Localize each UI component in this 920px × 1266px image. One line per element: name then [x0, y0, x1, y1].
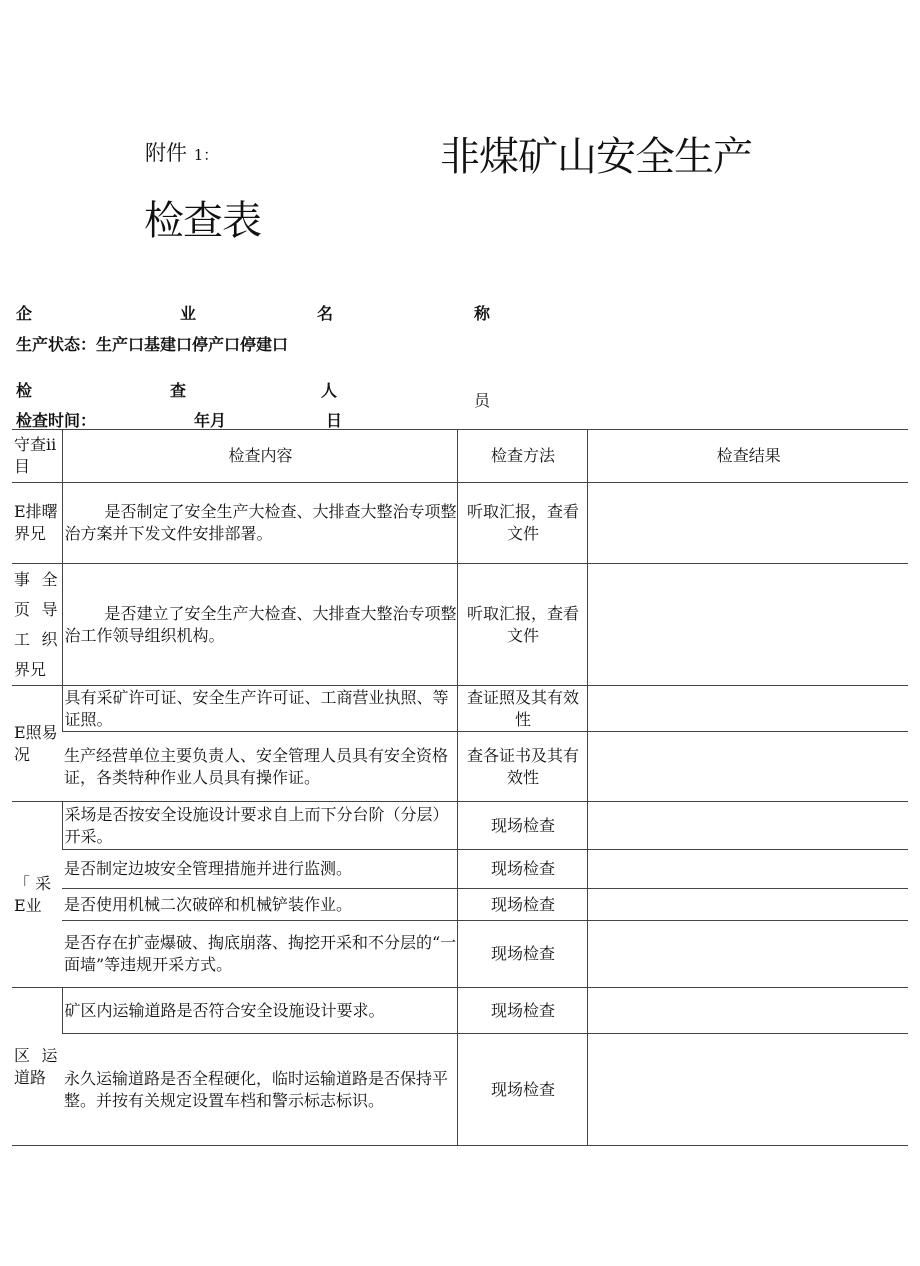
category-line: 界兄 [14, 659, 47, 679]
content-cell: 是否使用机械二次破碎和机械铲装作业。 [62, 889, 457, 921]
method-cell: 现场检查 [457, 1034, 587, 1146]
header-content: 检查内容 [62, 430, 457, 483]
content-cell [62, 802, 457, 850]
table-row [12, 1034, 908, 1146]
table-header-row [12, 430, 908, 483]
result-cell[interactable] [587, 483, 908, 564]
content-cell: 生产经营单位主要负责人、安全管理人员具有安全资格证，各类特种作业人员具有操作证。 [62, 732, 457, 802]
header-item [12, 430, 62, 483]
table-row [12, 686, 908, 732]
enterprise-char: 业 [180, 304, 197, 323]
content-text: 采场是否按安全设施设计要求自上而下分台阶（分层）开采。 [64, 804, 449, 846]
header-item-line: 守查ii [14, 435, 57, 454]
production-status-field: 生产状态：生产口基建口停产口停建口 [16, 335, 289, 354]
category-cell [12, 802, 62, 988]
header-method: 检查方法 [457, 430, 587, 483]
page-title-line2: 检查表 [144, 198, 261, 244]
result-cell[interactable] [587, 732, 908, 802]
category-line: 「 采 [14, 873, 52, 893]
table-row [12, 732, 908, 802]
attachment-number: 1： [193, 146, 219, 164]
category-line: E排曙 [14, 502, 58, 521]
result-cell[interactable] [587, 988, 908, 1034]
table-row [12, 921, 908, 988]
result-cell[interactable] [587, 921, 908, 988]
table-row [12, 564, 908, 686]
header-result: 检查结果 [587, 430, 908, 483]
method-cell: 听取汇报，查看文件 [457, 483, 587, 564]
enterprise-char: 名 [317, 304, 334, 323]
content-cell: 是否存在扩壶爆破、掏底崩落、掏挖开采和不分层的“一面墙”等违规开采方式。 [62, 921, 457, 988]
category-line: 区 运 [14, 1045, 58, 1065]
method-cell: 查证照及其有效性 [457, 686, 587, 732]
category-line: 界兄 [14, 524, 47, 543]
method-cell: 现场检查 [457, 802, 587, 850]
table-row [12, 483, 908, 564]
category-line: 工 织 [14, 629, 58, 649]
category-line: 页 导 [14, 599, 58, 619]
category-line: E照易 [14, 722, 58, 742]
method-cell: 现场检查 [457, 850, 587, 889]
inspector-char: 查 [170, 381, 187, 400]
category-cell [12, 483, 62, 564]
inspector-char: 人 [321, 381, 338, 400]
table-row [12, 889, 908, 921]
attachment-label [145, 137, 218, 167]
content-text: 是否制定了安全生产大检查、大排查大整治专项整治方案并下发文件安排部署。 [64, 502, 457, 543]
inspection-table [12, 429, 908, 1146]
attachment-text: 附件 [145, 141, 187, 165]
category-line: E业 [14, 895, 42, 915]
enterprise-char: 称 [474, 304, 491, 323]
table-row [12, 802, 908, 850]
result-cell[interactable] [587, 802, 908, 850]
method-cell: 现场检查 [457, 921, 587, 988]
method-cell: 现场检查 [457, 988, 587, 1034]
category-cell [12, 686, 62, 802]
content-cell: 永久运输道路是否全程硬化，临时运输道路是否保持平整。并按有关规定设置车档和警示标志标识。 [62, 1034, 457, 1146]
result-cell[interactable] [587, 889, 908, 921]
content-cell [62, 483, 457, 564]
category-cell [12, 988, 62, 1146]
content-cell: 矿区内运输道路是否符合安全设施设计要求。 [62, 988, 457, 1034]
inspector-char: 员 [474, 391, 491, 410]
content-cell: 是否制定边坡安全管理措施并进行监测。 [62, 850, 457, 889]
content-cell: 具有采矿许可证、安全生产许可证、工商营业执照、等证照。 [62, 686, 457, 732]
inspector-char: 检 [16, 381, 33, 400]
method-cell: 查各证书及其有效性 [457, 732, 587, 802]
method-cell: 听取汇报，查看文件 [457, 564, 587, 686]
category-line: 况 [14, 744, 31, 764]
page-title-line1: 非煤矿山安全生产 [440, 134, 752, 180]
inspection-year-month: 年月 [194, 411, 227, 430]
result-cell[interactable] [587, 564, 908, 686]
result-cell[interactable] [587, 1034, 908, 1146]
content-cell [62, 564, 457, 686]
inspection-day: 日 [326, 411, 343, 430]
table-row [12, 850, 908, 889]
header-item-line: 目 [14, 457, 31, 476]
content-text: 是否建立了安全生产大检查、大排查大整治专项整治工作领导组织机构。 [64, 603, 457, 645]
method-cell: 现场检查 [457, 889, 587, 921]
inspection-time-label: 检查时间： [16, 411, 97, 430]
category-cell [12, 564, 62, 686]
result-cell[interactable] [587, 686, 908, 732]
category-line: 事 全 [14, 569, 58, 589]
enterprise-char: 企 [16, 304, 33, 323]
table-row [12, 988, 908, 1034]
category-line: 道路 [14, 1067, 47, 1087]
result-cell[interactable] [587, 850, 908, 889]
